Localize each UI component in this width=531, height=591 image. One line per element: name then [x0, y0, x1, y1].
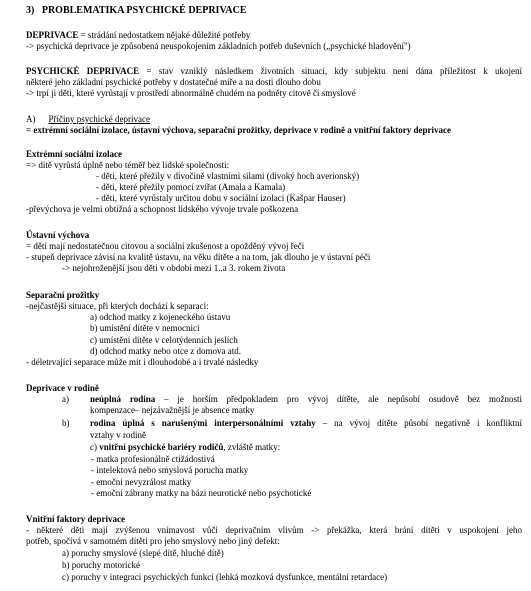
- psych-deprivace-line1-rest: = stav vzniklý následkem životních situací, kdy subjektu není dána příležitost k ukojení: [139, 66, 522, 76]
- deprivace-term: DEPRIVACE: [26, 30, 79, 40]
- family-heading: Deprivace v rodině: [26, 383, 99, 393]
- separation-item: d) odchod matky nebo otce z domova atd.: [90, 346, 241, 356]
- psych-deprivace-line3: -> trpí ji děti, které vyrůstají v prostředí abnormálně chudém na podněty citově či smyslové: [26, 88, 356, 98]
- institutional-line2: - stupeň deprivace závisí na kvalitě ústavu, na věku dítěte a na tom, jak dlouho je v ústavní péči: [26, 252, 371, 262]
- family-b-line1: [90, 418, 522, 429]
- psych-deprivace-line2: některé jeho základní psychické potřeby v dostatečné míře a na dosti dlouho dobu: [26, 77, 321, 87]
- separation-item: b) umístění dítěte v nemocnici: [90, 323, 200, 333]
- family-b-bold: rodina úplná s narušenými interpersonálními vztahy: [90, 418, 316, 428]
- deprivace-definition-text: = strádání nedostatkem nějaké důležité potřeby: [78, 30, 251, 40]
- internal-heading: Vnitřní faktory deprivace: [26, 514, 125, 524]
- deprivace-definition: [26, 30, 250, 41]
- extreme-intro: => dítě vyrůstá úplně nebo téměř bez lidské společnosti:: [26, 160, 230, 170]
- deprivace-psychic: -> psychická deprivace je způsobená neuspokojením základních potřeb duševních („psychické hladovění"): [26, 41, 411, 51]
- extreme-item: - děti, které přežily v divočině vlastními silami (divoký hoch averionský): [96, 171, 360, 181]
- family-c-bold: vnitřní psychické bariéry rodičů: [99, 442, 224, 452]
- institutional-heading: Ústavní výchova: [26, 230, 90, 240]
- family-a-line1: [90, 394, 522, 405]
- family-a-bold: neúplná rodina: [90, 394, 156, 404]
- family-c-item: - emoční zábrany matky na bázi neurotické nebo psychotické: [91, 488, 312, 498]
- section-a-heading: [26, 114, 150, 125]
- extreme-note: -převýchova je velmi obtížná a schopnost lidského vývoje trvale poškozena: [26, 204, 299, 214]
- psych-deprivace-line1: [26, 66, 522, 77]
- internal-line2: potřeb, spočívá v samotném dítěti pro jeho smyslový nebo jiný defekt:: [26, 536, 280, 546]
- internal-item: c) poruchy v integraci psychických funkcí (lehká mozková dysfunkce, mentální retardace): [62, 572, 388, 582]
- institutional-line3: -> nejohroženější jsou děti v období mezi 1..a 3. rokem života: [62, 263, 286, 273]
- family-c-line: [90, 442, 280, 453]
- extreme-item: - děti, které přežily pomocí zvířat (Amala a Kamala): [96, 182, 286, 192]
- family-b-line2: vztahy v rodině: [90, 430, 146, 440]
- family-c-label: c): [90, 442, 97, 452]
- internal-line1: - některé děti mají zvýšenou vnímavost vůči deprivačním vlivům -> překážka, která brání dítěti v uspokojení jeho: [26, 525, 522, 535]
- family-b-label: b): [62, 418, 70, 428]
- extreme-heading: Extrémní sociální izolace: [26, 149, 122, 159]
- separation-item: c) umístění dítěte v celotýdenních jeslích: [90, 335, 238, 345]
- separation-item: a) odchod matky z kojeneckého ústavu: [90, 312, 231, 322]
- separation-heading: Separační prožitky: [26, 290, 100, 300]
- family-c-rest: , zvláště matky:: [223, 442, 281, 452]
- section-a-title: Příčiny psychické deprivace: [48, 114, 150, 124]
- family-a-line1-rest: – je horším předpokladem pro vývoj dítěte, ale nepůsobí osudově bez možnosti: [155, 394, 522, 404]
- internal-item: a) poruchy smyslové (slepé dítě, hluché dítě): [62, 548, 224, 558]
- family-c-item: - matka profesionálně ctižádostivá: [91, 454, 215, 464]
- family-c-item: - intelektová nebo smyslová porucha matky: [91, 465, 249, 475]
- internal-item: b) poruchy motorické: [62, 560, 140, 570]
- family-c-item: - emoční nevyzrálost matky: [91, 477, 192, 487]
- family-b-line1-rest: – na vývoj dítěte působí negativně i konfliktní: [315, 418, 522, 428]
- separation-note: - déletrvající separace může mít i dlouhodobé a i trvalé následky: [26, 357, 259, 367]
- separation-intro: -nejčastější situace, při kterých dochází k separaci:: [26, 301, 209, 311]
- psych-deprivace-term: PSYCHICKÉ DEPRIVACE: [26, 66, 140, 76]
- section-a-summary: = extrémní sociální izolace, ústavní výchova, separační prožitky, deprivace v rodině a vnitřní faktory deprivace: [26, 125, 452, 135]
- extreme-item: - děti, které vyrůstaly určitou dobu v sociální izolaci (Kašpar Hauser): [96, 193, 346, 203]
- institutional-line1: = děti mají nedostatečnou citovou a sociální zkušenost a opožděný vývoj řeči: [26, 241, 305, 251]
- family-a-line2: kompenzace– nejzávažnější je absence matky: [90, 405, 255, 415]
- section-a-label: A): [26, 114, 36, 124]
- family-a-label: a): [62, 394, 69, 404]
- page-title: 3) PROBLEMATIKA PSYCHICKÉ DEPRIVACE: [26, 5, 247, 16]
